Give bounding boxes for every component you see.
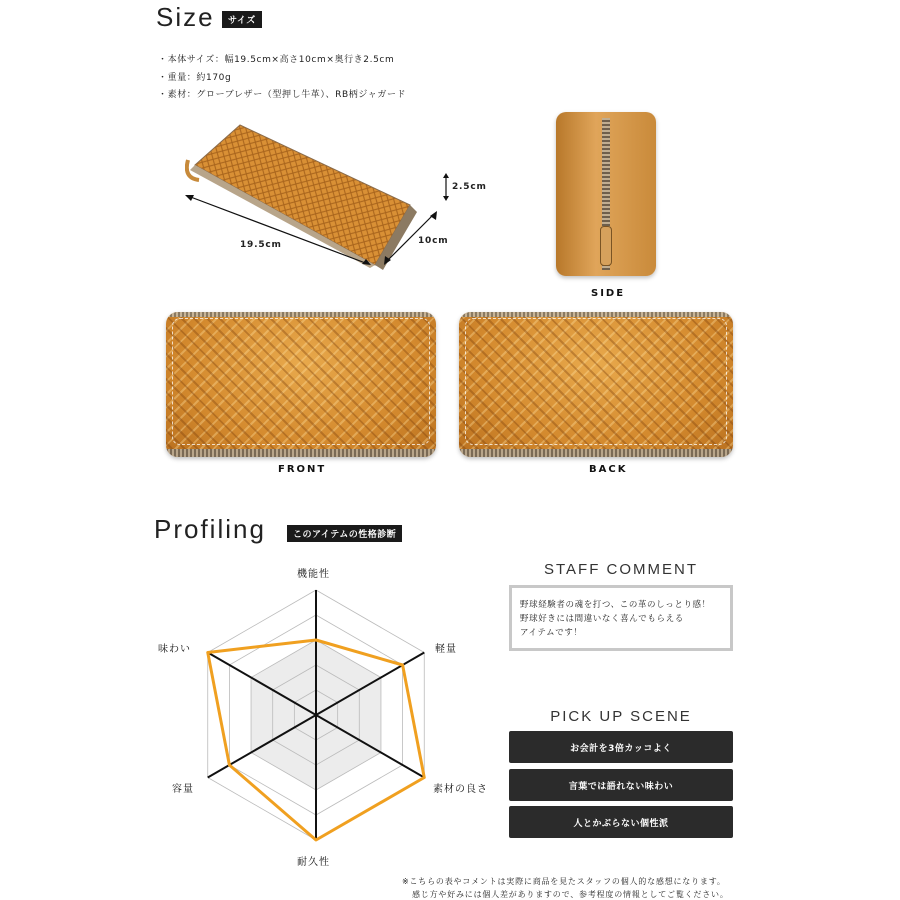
dim-height-label: 10cm: [418, 236, 449, 246]
radar-label-functionality: 機能性: [297, 569, 330, 580]
dim-width-label: 19.5cm: [240, 240, 282, 250]
spec-dimensions: ・本体サイズ：幅19.5cm×高さ10cm×奥行き2.5cm: [158, 55, 395, 65]
staff-comment-text: 野球経験者の魂を打つ、この革のしっとり感！ 野球好きには間違いなく喜んでもらえる アイテムです！: [520, 600, 711, 638]
footnote-line-1: ※こちらの表やコメントは実際に商品を見たスタッフの個人的な感想になります。: [402, 877, 726, 886]
staff-comment-box: [509, 585, 733, 651]
scene-item: 言葉では語れない味わい: [509, 769, 733, 801]
scene-item: お会計を3倍カッコよく: [509, 731, 733, 763]
wallet-side-image: [556, 112, 656, 276]
wallet-front-image: [166, 312, 436, 457]
radar-label-capacity: 容量: [172, 784, 194, 795]
footnote-line-2: 感じ方や好みには個人差がありますので、参考程度の情報としてご覧ください。: [412, 890, 729, 899]
spec-material: ・素材：グローブレザー（型押し牛革）、RB柄ジャガード: [158, 90, 407, 100]
size-tag: サイズ: [222, 11, 262, 28]
profiling-radar-chart: [180, 560, 460, 860]
profiling-title: Profiling: [154, 514, 266, 544]
pick-up-scene-title: PICK UP SCENE: [550, 708, 692, 725]
front-label: FRONT: [278, 464, 327, 475]
radar-label-flavor: 味わい: [158, 644, 191, 655]
radar-label-durability: 耐久性: [297, 857, 330, 868]
dim-depth-label: 2.5cm: [452, 182, 487, 192]
wallet-back-image: [459, 312, 733, 457]
back-label: BACK: [589, 464, 628, 475]
profiling-tag: このアイテムの性格診断: [287, 525, 402, 542]
side-label: SIDE: [591, 288, 626, 299]
radar-label-lightweight: 軽量: [435, 644, 457, 655]
size-title: Size: [156, 2, 215, 32]
spec-weight: ・重量：約170g: [158, 73, 232, 83]
scene-item: 人とかぶらない個性派: [509, 806, 733, 838]
radar-label-material-quality: 素材の良さ: [433, 784, 488, 795]
dimension-arrows: [180, 170, 480, 270]
staff-comment-title: STAFF COMMENT: [543, 561, 699, 578]
